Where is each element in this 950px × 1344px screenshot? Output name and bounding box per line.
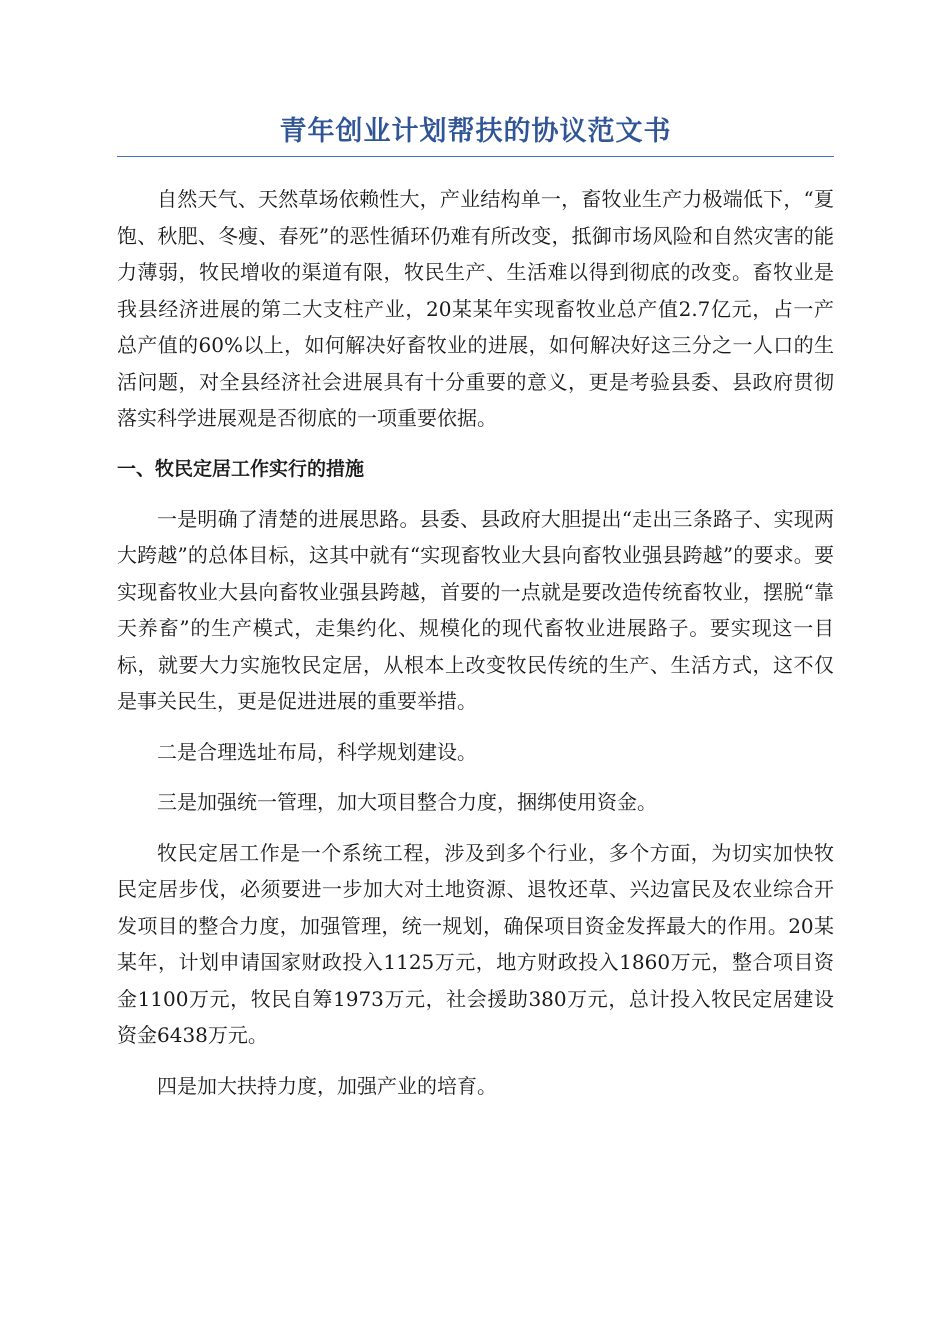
paragraph-funding: 牧民定居工作是一个系统工程，涉及到多个行业，多个方面，为切实加快牧民定居步伐，必须要进一步加大对土地资源、退牧还草、兴边富民及农业综合开发项目的整合力度，加强管理，统一规划，确保项目资金发挥最大的作用。20某某年，计划申请国家财政投入1125万元，地方财政投入1860万元，整合项目资金1100万元，牧民自筹1973万元，社会援助380万元，总计投入牧民定居建设资金6438万元。 xyxy=(117,840,834,1047)
document-body xyxy=(117,181,834,1104)
paragraph-measure-1: 一是明确了清楚的进展思路。县委、县政府大胆提出“走出三条路子、实现两大跨越”的总体目标，这其中就有“实现畜牧业大县向畜牧业强县跨越”的要求。要实现畜牧业大县向畜牧业强县跨越，首要的一点就是要改造传统畜牧业，摆脱“靠天养畜”的生产模式，走集约化、规模化的现代畜牧业进展路子。要实现这一目标，就要大力实施牧民定居，从根本上改变牧民传统的生产、生活方式，这不仅是事关民生，更是促进进展的重要举措。 xyxy=(117,506,834,713)
paragraph-intro: 自然天气、天然草场依赖性大，产业结构单一，畜牧业生产力极端低下，“夏饱、秋肥、冬瘦、春死”的恶性循环仍难有所改变，抵御市场风险和自然灾害的能力薄弱，牧民增收的渠道有限，牧民生产、生活难以得到彻底的改变。畜牧业是我县经济进展的第二大支柱产业，20某某年实现畜牧业总产值2.7亿元，占一产总产值的60%以上，如何解决好畜牧业的进展，如何解决好这三分之一人口的生活问题，对全县经济社会进展具有十分重要的意义，更是考验县委、县政府贯彻落实科学进展观是否彻底的一项重要依据。 xyxy=(117,187,834,430)
section-heading: 一、牧民定居工作实行的措施 xyxy=(117,457,365,480)
document-page xyxy=(117,112,834,1118)
paragraph-measure-4: 四是加大扶持力度，加强产业的培育。 xyxy=(157,1073,497,1098)
document-title: 青年创业计划帮扶的协议范文书 xyxy=(117,112,834,157)
paragraph-measure-2: 二是合理选址布局，科学规划建设。 xyxy=(157,739,477,764)
paragraph-measure-3: 三是加强统一管理，加大项目整合力度，捆绑使用资金。 xyxy=(157,790,657,814)
